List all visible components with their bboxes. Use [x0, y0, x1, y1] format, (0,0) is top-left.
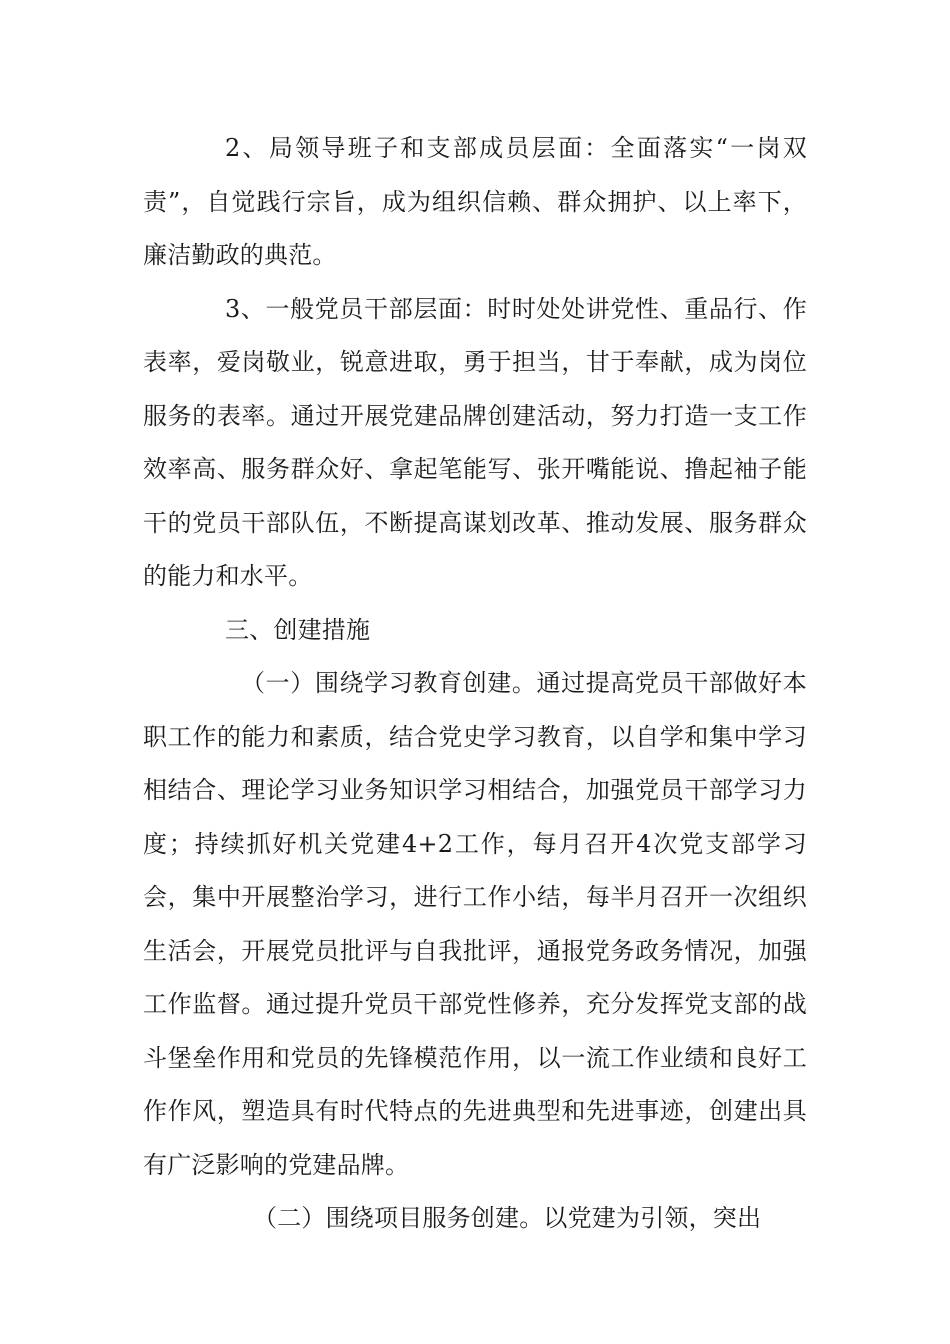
paragraph-general-cadres-level: 3、一般党员干部层面：时时处处讲党性、重品行、作表率，爱岗敬业，锐意进取，勇于担当，甘于奉献，成为岗位服务的表率。通过开展党建品牌创建活动，努力打造一支工作效率高、服务群众好、拿起笔能写、张开嘴能说、撸起袖子能干的党员干部队伍，不断提高谋划改革、推动发展、服务群众的能力和水平。: [143, 294, 807, 590]
paragraph-learning-education: （一）围绕学习教育创建。通过提高党员干部做好本职工作的能力和素质，结合党史学习教育，以自学和集中学习相结合、理论学习业务知识学习相结合，加强党员干部学习力度；持续抓好机关党建4+2工作，每月召开4次党支部学习会，集中开展整治学习，进行工作小结，每半月召开一次组织生活会，开展党员批评与自我批评，通报党务政务情况，加强工作监督。通过提升党员干部党性修养，充分发挥党支部的战斗堡垒作用和党员的先锋模范作用，以一流工作业绩和良好工作作风，塑造具有时代特点的先进典型和先进事迹，创建出具有广泛影响的党建品牌。: [143, 669, 807, 1179]
document-page: [143, 122, 807, 1246]
paragraph-leadership-level: 2、局领导班子和支部成员层面：全面落实“一岗双责”，自觉践行宗旨，成为组织信赖、群众拥护、以上率下，廉洁勤政的典范。: [143, 134, 807, 269]
paragraph-project-service: （二）围绕项目服务创建。以党建为引领，突出: [253, 1204, 762, 1232]
section-heading-measures: 三、创建措施: [225, 615, 371, 644]
